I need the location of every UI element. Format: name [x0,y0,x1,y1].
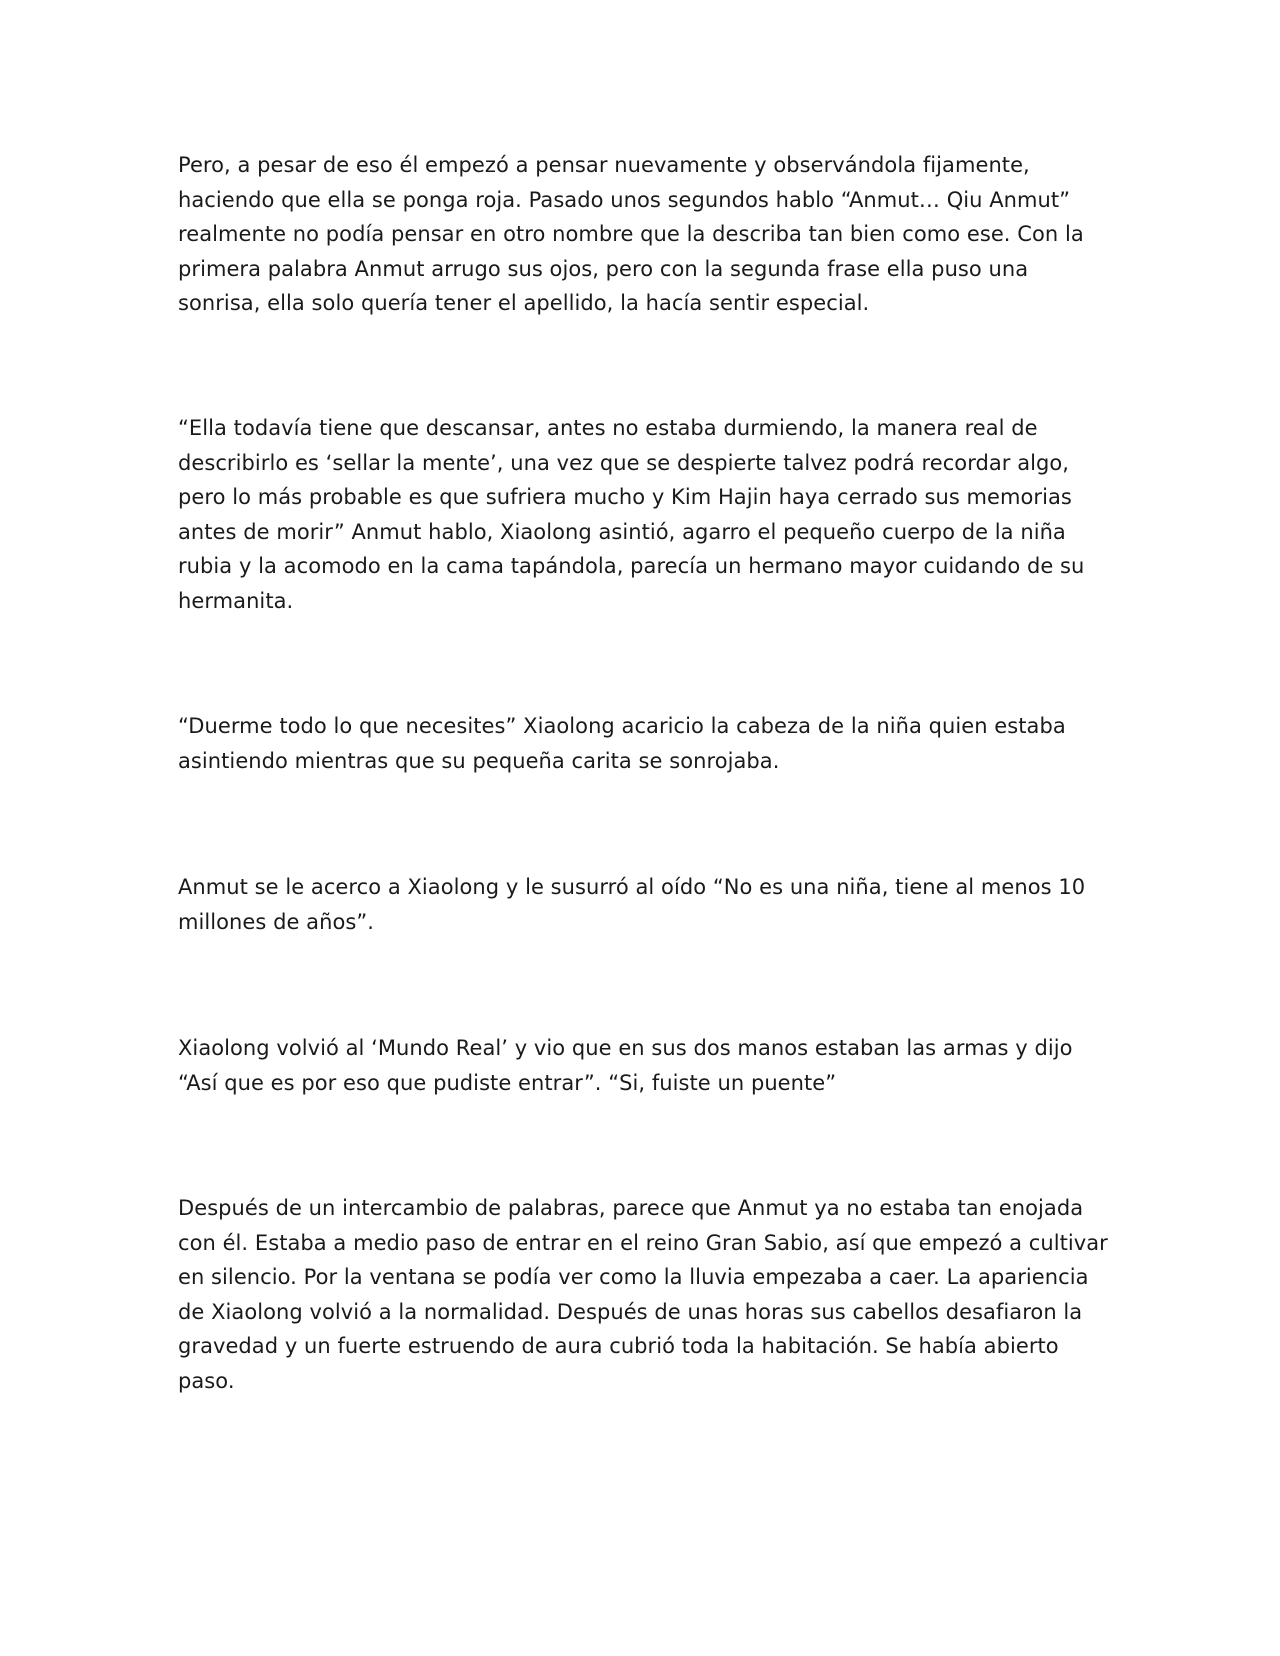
paragraph-4: Anmut se le acerco a Xiaolong y le susurró al oído “No es una niña, tiene al menos 10 millones de años”. [178,875,1086,934]
paragraph-5: Xiaolong volvió al ‘Mundo Real’ y vio que en sus dos manos estaban las armas y dijo “Así que es por eso que pudiste entrar”. “Si, fuiste un puente” [178,1036,1073,1095]
paragraph-3: “Duerme todo lo que necesites” Xiaolong acaricio la cabeza de la niña quien estaba asintiendo mientras que su pequeña carita se sonrojaba. [178,714,1066,773]
paragraph-2: “Ella todavía tiene que descansar, antes no estaba durmiendo, la manera real de describirlo es ‘sellar la mente’, una vez que se despierte talvez podrá recordar algo, pero lo más probable es que sufriera mucho y Kim Hajin haya cerrado sus memorias antes de morir” Anmut hablo, Xiaolong asintió, agarro el pequeño cuerpo de la niña rubia y la acomodo en la cama tapándola, parecía un hermano mayor cuidando de su hermanita. [178,416,1085,613]
paragraph-1: Pero, a pesar de eso él empezó a pensar nuevamente y observándola fijamente, haciendo que ella se ponga roja. Pasado unos segundos hablo “Anmut… Qiu Anmut” realmente no podía pensar en otro nombre que la describa tan bien como ese. Con la primera palabra Anmut arrugo sus ojos, pero con la segunda frase ella puso una sonrisa, ella solo quería tener el apellido, la hacía sentir especial. [178,153,1084,315]
paragraph-6: Después de un intercambio de palabras, parece que Anmut ya no estaba tan enojada con él. Estaba a medio paso de entrar en el reino Gran Sabio, así que empezó a cultivar en silencio. Por la ventana se podía ver como la lluvia empezaba a caer. La apariencia de Xiaolong volvió a la normalidad. Después de unas horas sus cabellos desafiaron la gravedad y un fuerte estruendo de aura cubrió toda la habitación. Se había abierto paso. [178,1196,1108,1393]
